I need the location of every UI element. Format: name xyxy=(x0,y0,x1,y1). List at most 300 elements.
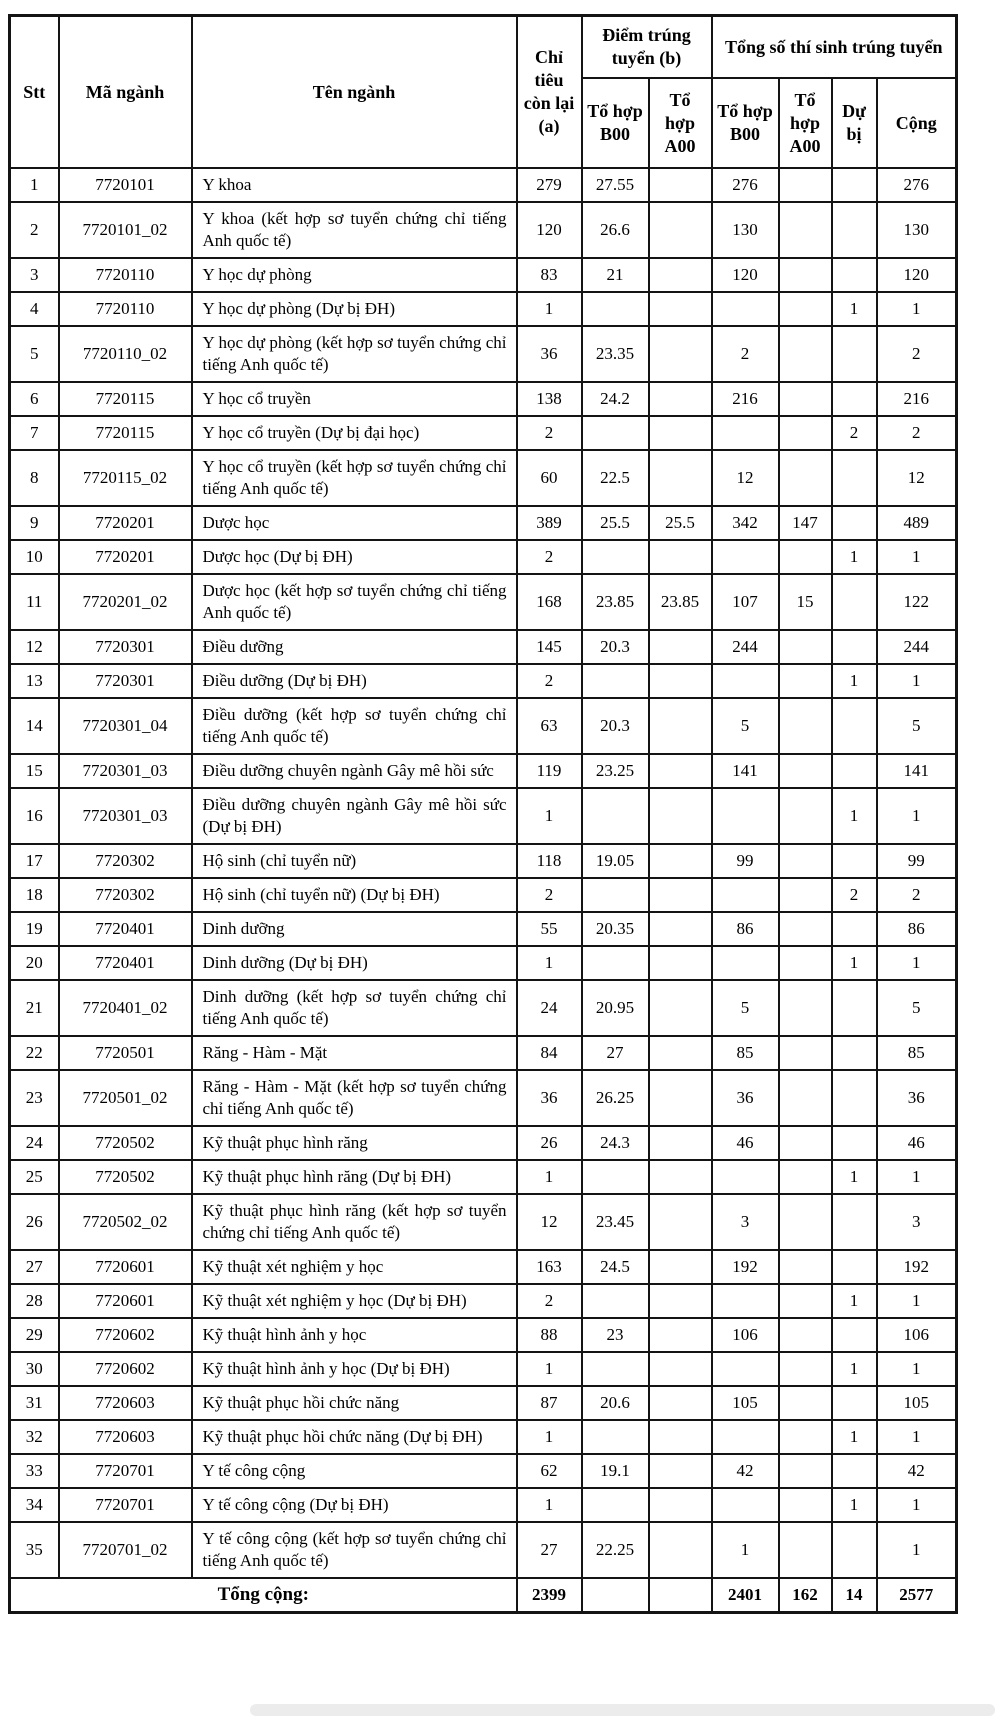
cell-du-bi xyxy=(832,168,877,202)
cell-ma-nganh: 7720301_03 xyxy=(59,754,192,788)
cell-diem-a00 xyxy=(649,1126,712,1160)
table-row xyxy=(10,664,957,698)
cell-du-bi xyxy=(832,1126,877,1160)
cell-ts-a00 xyxy=(779,1194,832,1250)
table-row xyxy=(10,506,957,540)
col-header-diem-to-hop-b00: Tổ hợp B00 xyxy=(582,78,649,168)
cell-du-bi xyxy=(832,980,877,1036)
cell-ts-a00 xyxy=(779,946,832,980)
cell-cong: 1 xyxy=(877,664,957,698)
cell-ten-nganh: Kỹ thuật xét nghiệm y học xyxy=(192,1250,517,1284)
cell-ten-nganh: Điều dưỡng chuyên ngành Gây mê hồi sức (Dự bị ĐH) xyxy=(192,788,517,844)
cell-ten-nganh: Dinh dưỡng xyxy=(192,912,517,946)
cell-ts-b00: 107 xyxy=(712,574,779,630)
cell-ts-a00 xyxy=(779,1126,832,1160)
cell-cong: 192 xyxy=(877,1250,957,1284)
cell-ts-a00 xyxy=(779,698,832,754)
table-footer xyxy=(10,1578,957,1613)
cell-ts-a00 xyxy=(779,258,832,292)
table-body xyxy=(10,168,957,1578)
col-header-diem-to-hop-a00: Tổ hợp A00 xyxy=(649,78,712,168)
cell-diem-b00 xyxy=(582,878,649,912)
cell-stt: 2 xyxy=(10,202,59,258)
cell-cong: 36 xyxy=(877,1070,957,1126)
cell-ten-nganh: Kỹ thuật phục hồi chức năng xyxy=(192,1386,517,1420)
col-header-ts-to-hop-b00: Tổ hợp B00 xyxy=(712,78,779,168)
cell-diem-a00 xyxy=(649,698,712,754)
cell-chi-tieu: 2 xyxy=(517,664,582,698)
table-row xyxy=(10,788,957,844)
cell-cong: 122 xyxy=(877,574,957,630)
cell-ten-nganh: Dược học xyxy=(192,506,517,540)
cell-ts-b00: 105 xyxy=(712,1386,779,1420)
cell-diem-b00 xyxy=(582,540,649,574)
cell-cong: 5 xyxy=(877,980,957,1036)
cell-diem-a00 xyxy=(649,630,712,664)
cell-cong: 1 xyxy=(877,1160,957,1194)
cell-ten-nganh: Kỹ thuật phục hình răng xyxy=(192,1126,517,1160)
cell-diem-b00: 20.95 xyxy=(582,980,649,1036)
cell-ts-b00: 36 xyxy=(712,1070,779,1126)
cell-ts-b00: 1 xyxy=(712,1522,779,1578)
cell-ma-nganh: 7720301 xyxy=(59,630,192,664)
cell-stt: 4 xyxy=(10,292,59,326)
total-cong: 2577 xyxy=(877,1578,957,1613)
cell-ts-a00 xyxy=(779,788,832,844)
cell-cong: 85 xyxy=(877,1036,957,1070)
table-row xyxy=(10,1420,957,1454)
cell-du-bi xyxy=(832,1194,877,1250)
group-header-diem-trung-tuyen: Điểm trúng tuyển (b) xyxy=(582,16,712,79)
cell-stt: 19 xyxy=(10,912,59,946)
cell-ts-a00 xyxy=(779,754,832,788)
cell-diem-a00 xyxy=(649,980,712,1036)
cell-cong: 1 xyxy=(877,1488,957,1522)
cell-ma-nganh: 7720501_02 xyxy=(59,1070,192,1126)
cell-diem-a00 xyxy=(649,416,712,450)
cell-ts-b00: 216 xyxy=(712,382,779,416)
cell-cong: 5 xyxy=(877,698,957,754)
cell-ten-nganh: Dược học (Dự bị ĐH) xyxy=(192,540,517,574)
cell-stt: 14 xyxy=(10,698,59,754)
cell-du-bi xyxy=(832,506,877,540)
cell-chi-tieu: 168 xyxy=(517,574,582,630)
table-row xyxy=(10,1250,957,1284)
cell-chi-tieu: 26 xyxy=(517,1126,582,1160)
table-row xyxy=(10,1070,957,1126)
cell-ts-a00 xyxy=(779,1386,832,1420)
cell-diem-a00 xyxy=(649,878,712,912)
cell-ts-b00 xyxy=(712,946,779,980)
cell-stt: 17 xyxy=(10,844,59,878)
table-header xyxy=(10,16,957,169)
cell-cong: 86 xyxy=(877,912,957,946)
cell-ten-nganh: Điều dưỡng xyxy=(192,630,517,664)
cell-diem-a00 xyxy=(649,1284,712,1318)
cell-diem-a00 xyxy=(649,1160,712,1194)
cell-ma-nganh: 7720101 xyxy=(59,168,192,202)
cell-stt: 34 xyxy=(10,1488,59,1522)
cell-chi-tieu: 389 xyxy=(517,506,582,540)
col-header-ten-nganh: Tên ngành xyxy=(192,16,517,169)
cell-cong: 130 xyxy=(877,202,957,258)
cell-diem-a00 xyxy=(649,1250,712,1284)
cell-ts-a00 xyxy=(779,326,832,382)
cell-diem-a00 xyxy=(649,1070,712,1126)
table-row xyxy=(10,450,957,506)
table-row xyxy=(10,574,957,630)
cell-chi-tieu: 1 xyxy=(517,946,582,980)
cell-cong: 1 xyxy=(877,540,957,574)
cell-ts-b00 xyxy=(712,540,779,574)
cell-ma-nganh: 7720101_02 xyxy=(59,202,192,258)
cell-ts-b00: 130 xyxy=(712,202,779,258)
cell-du-bi xyxy=(832,450,877,506)
cell-ten-nganh: Dinh dưỡng (Dự bị ĐH) xyxy=(192,946,517,980)
cell-diem-b00 xyxy=(582,1488,649,1522)
cell-du-bi xyxy=(832,1250,877,1284)
cell-diem-a00 xyxy=(649,912,712,946)
cell-ma-nganh: 7720301_03 xyxy=(59,788,192,844)
cell-ts-b00 xyxy=(712,1420,779,1454)
cell-diem-b00: 26.6 xyxy=(582,202,649,258)
table-row xyxy=(10,754,957,788)
cell-cong: 276 xyxy=(877,168,957,202)
total-ts-b00: 2401 xyxy=(712,1578,779,1613)
cell-ts-a00 xyxy=(779,1352,832,1386)
cell-ts-b00: 342 xyxy=(712,506,779,540)
cell-diem-b00: 23.45 xyxy=(582,1194,649,1250)
cell-ma-nganh: 7720110 xyxy=(59,292,192,326)
table-row xyxy=(10,980,957,1036)
cell-diem-b00: 19.05 xyxy=(582,844,649,878)
cell-ts-b00: 192 xyxy=(712,1250,779,1284)
cell-ts-a00 xyxy=(779,980,832,1036)
cell-diem-b00 xyxy=(582,1160,649,1194)
cell-ma-nganh: 7720701 xyxy=(59,1488,192,1522)
table-row xyxy=(10,878,957,912)
cell-ts-b00: 120 xyxy=(712,258,779,292)
cell-stt: 32 xyxy=(10,1420,59,1454)
cell-stt: 21 xyxy=(10,980,59,1036)
total-label: Tổng cộng: xyxy=(10,1578,517,1613)
cell-diem-a00 xyxy=(649,844,712,878)
cell-ts-b00 xyxy=(712,1352,779,1386)
cell-ma-nganh: 7720701 xyxy=(59,1454,192,1488)
group-header-tong-so-thi-sinh: Tổng số thí sinh trúng tuyển xyxy=(712,16,957,79)
cell-chi-tieu: 88 xyxy=(517,1318,582,1352)
cell-ts-b00: 276 xyxy=(712,168,779,202)
cell-ten-nganh: Kỹ thuật xét nghiệm y học (Dự bị ĐH) xyxy=(192,1284,517,1318)
table-row xyxy=(10,1352,957,1386)
cell-ts-a00 xyxy=(779,540,832,574)
col-header-cong: Cộng xyxy=(877,78,957,168)
cell-diem-a00 xyxy=(649,788,712,844)
cell-ma-nganh: 7720401_02 xyxy=(59,980,192,1036)
cell-ts-b00: 2 xyxy=(712,326,779,382)
cell-du-bi xyxy=(832,1522,877,1578)
cell-ten-nganh: Y tế công cộng xyxy=(192,1454,517,1488)
col-header-ma-nganh: Mã ngành xyxy=(59,16,192,169)
cell-chi-tieu: 120 xyxy=(517,202,582,258)
cell-ma-nganh: 7720301 xyxy=(59,664,192,698)
cell-diem-a00: 25.5 xyxy=(649,506,712,540)
cell-ma-nganh: 7720115 xyxy=(59,416,192,450)
cell-stt: 23 xyxy=(10,1070,59,1126)
cell-ts-b00: 141 xyxy=(712,754,779,788)
cell-ten-nganh: Kỹ thuật phục hồi chức năng (Dự bị ĐH) xyxy=(192,1420,517,1454)
cell-chi-tieu: 1 xyxy=(517,1160,582,1194)
col-header-stt: Stt xyxy=(10,16,59,169)
cell-ten-nganh: Y học cổ truyền xyxy=(192,382,517,416)
cell-cong: 2 xyxy=(877,416,957,450)
cell-ma-nganh: 7720601 xyxy=(59,1250,192,1284)
cell-chi-tieu: 36 xyxy=(517,1070,582,1126)
cell-chi-tieu: 118 xyxy=(517,844,582,878)
cell-diem-a00 xyxy=(649,664,712,698)
cell-chi-tieu: 145 xyxy=(517,630,582,664)
cell-ten-nganh: Kỹ thuật phục hình răng (kết hợp sơ tuyển chứng chỉ tiếng Anh quốc tế) xyxy=(192,1194,517,1250)
table-row xyxy=(10,1160,957,1194)
total-chi-tieu: 2399 xyxy=(517,1578,582,1613)
cell-chi-tieu: 24 xyxy=(517,980,582,1036)
cell-diem-a00 xyxy=(649,292,712,326)
cell-ma-nganh: 7720201_02 xyxy=(59,574,192,630)
cell-ma-nganh: 7720302 xyxy=(59,844,192,878)
cell-ten-nganh: Kỹ thuật hình ảnh y học (Dự bị ĐH) xyxy=(192,1352,517,1386)
cell-chi-tieu: 1 xyxy=(517,1352,582,1386)
cell-diem-b00: 23.25 xyxy=(582,754,649,788)
cell-stt: 25 xyxy=(10,1160,59,1194)
cell-ts-b00: 85 xyxy=(712,1036,779,1070)
cell-ten-nganh: Dược học (kết hợp sơ tuyển chứng chỉ tiếng Anh quốc tế) xyxy=(192,574,517,630)
table-row xyxy=(10,1386,957,1420)
cell-diem-b00: 25.5 xyxy=(582,506,649,540)
cell-cong: 106 xyxy=(877,1318,957,1352)
cell-diem-a00 xyxy=(649,1488,712,1522)
cell-cong: 105 xyxy=(877,1386,957,1420)
cell-du-bi xyxy=(832,754,877,788)
cell-diem-a00 xyxy=(649,1352,712,1386)
cell-ma-nganh: 7720602 xyxy=(59,1352,192,1386)
cell-diem-a00 xyxy=(649,326,712,382)
cell-du-bi: 1 xyxy=(832,540,877,574)
cell-ts-b00 xyxy=(712,1160,779,1194)
table-row xyxy=(10,292,957,326)
table-row xyxy=(10,382,957,416)
cell-diem-a00 xyxy=(649,450,712,506)
cell-cong: 1 xyxy=(877,946,957,980)
cell-cong: 2 xyxy=(877,326,957,382)
cell-ts-a00 xyxy=(779,1522,832,1578)
cell-ten-nganh: Hộ sinh (chỉ tuyển nữ) xyxy=(192,844,517,878)
cell-diem-a00: 23.85 xyxy=(649,574,712,630)
cell-stt: 24 xyxy=(10,1126,59,1160)
col-header-du-bi: Dự bị xyxy=(832,78,877,168)
cell-diem-a00 xyxy=(649,1522,712,1578)
cell-chi-tieu: 1 xyxy=(517,1420,582,1454)
table-row xyxy=(10,168,957,202)
cell-du-bi xyxy=(832,202,877,258)
cell-ts-b00 xyxy=(712,1488,779,1522)
cell-ma-nganh: 7720603 xyxy=(59,1420,192,1454)
cell-diem-a00 xyxy=(649,258,712,292)
table-row xyxy=(10,698,957,754)
table-row xyxy=(10,1284,957,1318)
cell-diem-b00: 23 xyxy=(582,1318,649,1352)
cell-ten-nganh: Răng - Hàm - Mặt xyxy=(192,1036,517,1070)
cell-chi-tieu: 83 xyxy=(517,258,582,292)
cell-cong: 42 xyxy=(877,1454,957,1488)
cell-chi-tieu: 1 xyxy=(517,788,582,844)
table-row xyxy=(10,202,957,258)
cell-cong: 120 xyxy=(877,258,957,292)
cell-diem-b00: 26.25 xyxy=(582,1070,649,1126)
cell-stt: 13 xyxy=(10,664,59,698)
cell-diem-b00: 24.2 xyxy=(582,382,649,416)
cell-diem-a00 xyxy=(649,946,712,980)
cell-ten-nganh: Y học dự phòng (Dự bị ĐH) xyxy=(192,292,517,326)
cell-stt: 22 xyxy=(10,1036,59,1070)
cell-diem-b00 xyxy=(582,292,649,326)
total-diem-a00 xyxy=(649,1578,712,1613)
cell-ts-a00 xyxy=(779,292,832,326)
cell-ten-nganh: Điều dưỡng chuyên ngành Gây mê hồi sức xyxy=(192,754,517,788)
cell-ma-nganh: 7720302 xyxy=(59,878,192,912)
cell-cong: 141 xyxy=(877,754,957,788)
total-row xyxy=(10,1578,957,1613)
cell-cong: 2 xyxy=(877,878,957,912)
cell-du-bi xyxy=(832,1318,877,1352)
cell-stt: 12 xyxy=(10,630,59,664)
cell-du-bi: 1 xyxy=(832,1160,877,1194)
cell-diem-a00 xyxy=(649,1420,712,1454)
cell-diem-b00 xyxy=(582,1420,649,1454)
cell-ts-a00 xyxy=(779,878,832,912)
cell-ten-nganh: Y tế công cộng (Dự bị ĐH) xyxy=(192,1488,517,1522)
cell-du-bi xyxy=(832,1386,877,1420)
cell-ts-b00 xyxy=(712,292,779,326)
table-row xyxy=(10,1126,957,1160)
cell-diem-b00: 23.35 xyxy=(582,326,649,382)
cell-ts-a00 xyxy=(779,1420,832,1454)
table-row xyxy=(10,1488,957,1522)
cell-diem-a00 xyxy=(649,1194,712,1250)
cell-diem-b00 xyxy=(582,946,649,980)
cell-ma-nganh: 7720110_02 xyxy=(59,326,192,382)
cell-ts-a00 xyxy=(779,168,832,202)
cell-diem-a00 xyxy=(649,754,712,788)
cell-diem-b00: 24.5 xyxy=(582,1250,649,1284)
cell-cong: 46 xyxy=(877,1126,957,1160)
cell-cong: 3 xyxy=(877,1194,957,1250)
cell-ts-b00 xyxy=(712,1284,779,1318)
cell-stt: 29 xyxy=(10,1318,59,1352)
table-row xyxy=(10,912,957,946)
cell-ts-a00 xyxy=(779,202,832,258)
cell-ts-b00: 46 xyxy=(712,1126,779,1160)
cell-ma-nganh: 7720601 xyxy=(59,1284,192,1318)
cell-cong: 12 xyxy=(877,450,957,506)
cell-stt: 7 xyxy=(10,416,59,450)
cell-ten-nganh: Y tế công cộng (kết hợp sơ tuyển chứng chỉ tiếng Anh quốc tế) xyxy=(192,1522,517,1578)
cell-chi-tieu: 2 xyxy=(517,540,582,574)
cell-chi-tieu: 60 xyxy=(517,450,582,506)
cell-ma-nganh: 7720502 xyxy=(59,1160,192,1194)
cell-ma-nganh: 7720115_02 xyxy=(59,450,192,506)
cell-stt: 26 xyxy=(10,1194,59,1250)
cell-ma-nganh: 7720701_02 xyxy=(59,1522,192,1578)
cell-du-bi xyxy=(832,574,877,630)
cell-ts-a00 xyxy=(779,416,832,450)
cell-du-bi: 1 xyxy=(832,1488,877,1522)
cell-ts-a00: 147 xyxy=(779,506,832,540)
cell-ma-nganh: 7720201 xyxy=(59,540,192,574)
table-row xyxy=(10,258,957,292)
cell-ten-nganh: Dinh dưỡng (kết hợp sơ tuyển chứng chỉ tiếng Anh quốc tế) xyxy=(192,980,517,1036)
cell-du-bi: 1 xyxy=(832,788,877,844)
cell-diem-b00: 20.3 xyxy=(582,630,649,664)
cell-ten-nganh: Hộ sinh (chỉ tuyển nữ) (Dự bị ĐH) xyxy=(192,878,517,912)
cell-diem-a00 xyxy=(649,1036,712,1070)
cell-cong: 244 xyxy=(877,630,957,664)
cell-chi-tieu: 2 xyxy=(517,1284,582,1318)
total-ts-a00: 162 xyxy=(779,1578,832,1613)
cell-du-bi: 1 xyxy=(832,1420,877,1454)
cell-cong: 1 xyxy=(877,1352,957,1386)
cell-stt: 5 xyxy=(10,326,59,382)
cell-diem-b00: 21 xyxy=(582,258,649,292)
cell-diem-b00: 23.85 xyxy=(582,574,649,630)
table-row xyxy=(10,326,957,382)
cell-du-bi xyxy=(832,698,877,754)
cell-ts-a00: 15 xyxy=(779,574,832,630)
cell-ma-nganh: 7720602 xyxy=(59,1318,192,1352)
cell-stt: 28 xyxy=(10,1284,59,1318)
table-row xyxy=(10,416,957,450)
cell-du-bi xyxy=(832,382,877,416)
cell-ten-nganh: Y học cổ truyền (kết hợp sơ tuyển chứng chỉ tiếng Anh quốc tế) xyxy=(192,450,517,506)
cell-chi-tieu: 87 xyxy=(517,1386,582,1420)
cell-ts-b00: 99 xyxy=(712,844,779,878)
cell-ts-b00 xyxy=(712,664,779,698)
cell-du-bi xyxy=(832,1036,877,1070)
cell-chi-tieu: 36 xyxy=(517,326,582,382)
cell-stt: 3 xyxy=(10,258,59,292)
cell-ten-nganh: Y học dự phòng (kết hợp sơ tuyển chứng chỉ tiếng Anh quốc tế) xyxy=(192,326,517,382)
cell-cong: 1 xyxy=(877,788,957,844)
cell-ten-nganh: Y khoa (kết hợp sơ tuyển chứng chỉ tiếng Anh quốc tế) xyxy=(192,202,517,258)
cell-cong: 99 xyxy=(877,844,957,878)
cell-diem-b00 xyxy=(582,1284,649,1318)
cell-ts-a00 xyxy=(779,1318,832,1352)
cell-stt: 16 xyxy=(10,788,59,844)
cell-cong: 216 xyxy=(877,382,957,416)
cell-ts-b00 xyxy=(712,416,779,450)
cell-chi-tieu: 2 xyxy=(517,878,582,912)
cell-stt: 6 xyxy=(10,382,59,416)
cell-ma-nganh: 7720502_02 xyxy=(59,1194,192,1250)
cell-ts-b00: 5 xyxy=(712,698,779,754)
cell-ts-a00 xyxy=(779,844,832,878)
cell-ts-b00: 42 xyxy=(712,1454,779,1488)
cell-du-bi xyxy=(832,912,877,946)
cell-ts-a00 xyxy=(779,382,832,416)
col-header-ts-to-hop-a00: Tổ hợp A00 xyxy=(779,78,832,168)
cell-chi-tieu: 2 xyxy=(517,416,582,450)
cell-diem-b00: 22.25 xyxy=(582,1522,649,1578)
cell-stt: 1 xyxy=(10,168,59,202)
